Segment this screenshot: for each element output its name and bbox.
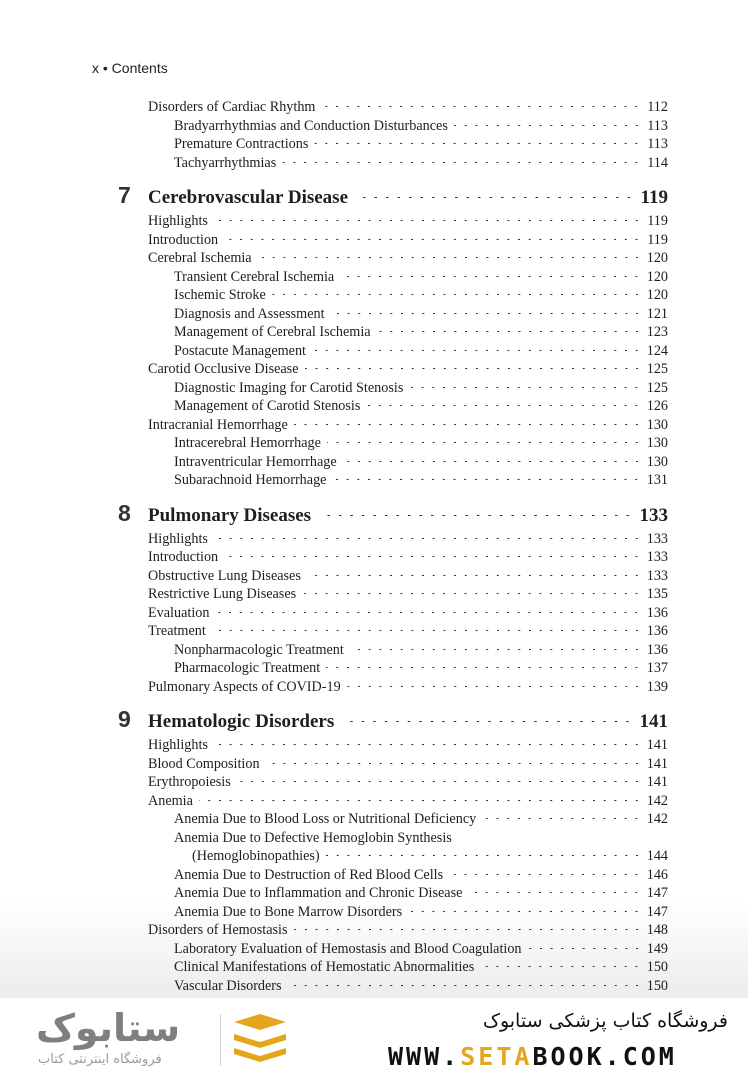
toc-entry[interactable] [96, 212, 668, 231]
toc-entry[interactable] [96, 548, 668, 567]
toc-entry[interactable] [96, 585, 668, 604]
chapter-number: 8 [118, 499, 131, 526]
toc-entry-page: 130 [646, 453, 668, 470]
dot-leader [294, 424, 642, 425]
dot-leader [312, 350, 642, 351]
dot-leader [314, 143, 642, 144]
toc-entry[interactable] [96, 940, 668, 959]
toc-entry-title: Anemia [148, 792, 193, 809]
watermark-banner [0, 998, 748, 1080]
toc-entry-title: Disorders of Hemostasis [148, 922, 288, 938]
toc-entry-page: 114 [647, 154, 668, 171]
dot-leader [377, 331, 642, 332]
chapter-heading[interactable] [96, 499, 668, 530]
dot-leader [326, 667, 642, 668]
dot-leader [408, 911, 642, 912]
toc-entry[interactable] [96, 360, 668, 379]
toc-entry-page: 119 [647, 213, 668, 229]
dot-leader [347, 686, 642, 687]
dot-leader [224, 556, 642, 557]
toc-entry-page: 141 [646, 755, 668, 772]
toc-entry[interactable] [96, 958, 668, 977]
toc-entry-title: Treatment [148, 623, 206, 639]
toc-entry-page: 121 [646, 305, 668, 322]
toc-entry[interactable] [96, 286, 668, 305]
chapter-heading[interactable] [96, 708, 668, 736]
toc-entry-title: Anemia Due to Bone Marrow Disorders [174, 903, 403, 920]
store-name: فروشگاه کتاب پزشکی ستابوک [482, 1010, 728, 1032]
dot-leader [272, 294, 642, 295]
toc-entry-title: Blood Composition [148, 755, 260, 772]
url-prefix: WWW. [388, 1042, 461, 1071]
toc-entry-title: Highlights [148, 737, 208, 753]
toc-entry[interactable] [96, 154, 668, 173]
toc-entry-page: 142 [646, 792, 668, 809]
toc-entry[interactable] [96, 416, 668, 435]
toc-entry-title: Laboratory Evaluation of Hemostasis and Blood Coagulation [174, 940, 522, 957]
toc-entry[interactable] [96, 471, 668, 490]
logo-text: ستابوک [36, 1006, 181, 1050]
toc-entry-title: Erythropoiesis [148, 774, 231, 790]
toc-entry[interactable] [96, 829, 668, 848]
toc-entry-title: Cerebral Ischemia [148, 250, 252, 266]
dot-leader [340, 276, 642, 277]
toc-entry-page: 130 [646, 435, 668, 451]
toc-entry-title: Intracerebral Hemorrhage [174, 435, 321, 451]
toc-entry-title: Pulmonary Aspects of COVID-19 [148, 678, 341, 695]
toc-entry[interactable] [96, 268, 668, 287]
store-url[interactable] [388, 1042, 677, 1071]
toc-entry[interactable] [96, 342, 668, 361]
toc-entry[interactable] [96, 773, 668, 792]
dot-leader [331, 313, 642, 314]
logo-subtitle: فروشگاه اینترنتی کتاب [38, 1052, 162, 1067]
toc-entry-page: 136 [646, 641, 668, 658]
toc-entry[interactable] [96, 810, 668, 829]
toc-entry-title: Subarachnoid Hemorrhage [174, 472, 327, 488]
dot-leader [288, 985, 642, 986]
dot-leader [327, 442, 642, 443]
dot-leader [215, 612, 642, 613]
toc-entry-title: Obstructive Lung Diseases [148, 567, 301, 584]
toc-entry[interactable] [96, 530, 668, 549]
toc-entry-page: 113 [647, 117, 668, 134]
toc-entry[interactable] [96, 792, 668, 811]
toc-entry[interactable] [96, 641, 668, 660]
toc-entry-title: Pharmacologic Treatment [174, 660, 321, 676]
dot-leader [344, 721, 633, 722]
dot-leader [358, 197, 635, 198]
toc-entry[interactable] [96, 866, 668, 885]
toc-entry[interactable] [96, 847, 668, 866]
dot-leader [214, 744, 642, 745]
toc-entry[interactable] [96, 98, 668, 117]
dot-leader [321, 515, 633, 516]
dot-leader [409, 387, 642, 388]
chapter-number: 7 [118, 182, 131, 208]
dot-leader [350, 649, 642, 650]
chapter-title: Cerebrovascular Disease [148, 187, 349, 208]
book-stack-icon [220, 1012, 290, 1068]
toc-entry-page: 139 [646, 678, 668, 695]
toc-entry-page: 133 [646, 549, 668, 565]
toc-entry[interactable] [96, 249, 668, 268]
toc-entry[interactable] [96, 117, 668, 136]
toc-entry[interactable] [96, 567, 668, 586]
dot-leader [307, 575, 642, 576]
toc-entry-title: Introduction [148, 549, 219, 565]
dot-leader [480, 966, 642, 967]
toc-entry-page: 133 [646, 567, 668, 584]
toc-entry-page: 130 [646, 416, 668, 433]
toc-entry-title: Highlights [148, 530, 208, 547]
toc-entry-title: Intracranial Hemorrhage [148, 416, 288, 433]
toc-entry[interactable] [96, 231, 668, 250]
toc-entry-page: 141 [646, 737, 668, 753]
toc-entry[interactable] [96, 323, 668, 342]
toc-entry-page: 112 [647, 99, 668, 115]
toc-entry-title: Management of Carotid Stenosis [174, 398, 361, 414]
url-accent: SETA [460, 1042, 533, 1071]
chapter-title: Hematologic Disorders [148, 711, 335, 732]
toc-entry-page: 149 [646, 940, 668, 957]
toc-entry[interactable] [96, 453, 668, 472]
toc-entry-title: Intraventricular Hemorrhage [174, 453, 337, 470]
toc-entry-title: Disorders of Cardiac Rhythm [148, 99, 316, 115]
chapter-page: 133 [639, 504, 668, 526]
toc-entry-title: Anemia Due to Destruction of Red Blood Cells [174, 866, 444, 883]
dot-leader [282, 162, 642, 163]
toc-entry[interactable] [96, 921, 668, 940]
toc-entry-page: 146 [646, 866, 668, 883]
chapter-page: 119 [640, 187, 668, 208]
url-suffix: BOOK.COM [532, 1042, 677, 1071]
dot-leader [258, 257, 642, 258]
dot-leader [326, 855, 642, 856]
toc-entry-title: Management of Cerebral Ischemia [174, 324, 371, 340]
toc-entry[interactable] [96, 622, 668, 641]
toc-entry-page: 147 [646, 885, 668, 901]
toc-entry-page: 113 [647, 136, 668, 152]
toc-entry-title: Anemia Due to Blood Loss or Nutritional Deficiency [174, 811, 477, 827]
toc-entry-page: 147 [646, 903, 668, 920]
dot-leader [212, 630, 642, 631]
toc-entry-page: 133 [646, 530, 668, 547]
chapter-title: Pulmonary Diseases [148, 504, 312, 526]
chapter-page: 141 [639, 711, 668, 732]
toc-entry-title: Anemia Due to Defective Hemoglobin Synthesis [174, 829, 452, 846]
dot-leader [294, 929, 643, 930]
toc-entry[interactable] [96, 678, 668, 697]
toc-entry-page: 120 [646, 250, 668, 266]
toc-entry-title: Tachyarrhythmias [174, 154, 277, 171]
toc-entry[interactable] [96, 659, 668, 678]
toc-entry-page: 142 [646, 811, 668, 827]
toc-entry-title: Postacute Management [174, 342, 306, 359]
toc-entry-title: Premature Contractions [174, 136, 309, 152]
toc-entry-title: Introduction [148, 231, 219, 248]
toc-entry-title: Diagnosis and Assessment [174, 305, 325, 322]
toc-entry-page: 144 [646, 848, 668, 864]
toc-entry-page: 125 [646, 379, 668, 396]
dot-leader [449, 874, 642, 875]
toc-entry-page: 135 [646, 586, 668, 602]
dot-leader [528, 948, 642, 949]
toc-entry-page: 141 [646, 774, 668, 790]
toc-entry-page: 119 [647, 231, 668, 248]
dot-leader [266, 763, 642, 764]
toc-entry-page: 136 [646, 604, 668, 621]
dot-leader [366, 405, 642, 406]
toc-entry-title: Restrictive Lung Diseases [148, 586, 297, 602]
toc-entry-title: Highlights [148, 213, 208, 229]
dot-leader [482, 818, 642, 819]
dot-leader [332, 479, 642, 480]
toc-entry-title: Clinical Manifestations of Hemostatic Abnormalities [174, 959, 475, 975]
toc-entry-page: 126 [646, 398, 668, 414]
dot-leader [305, 368, 643, 369]
dot-leader [454, 125, 642, 126]
toc-entry-page: 150 [646, 959, 668, 975]
dot-leader [237, 781, 642, 782]
toc-entry-page: 125 [646, 361, 668, 377]
toc-entry-page: 137 [646, 660, 668, 676]
dot-leader [343, 461, 642, 462]
toc-entry-title: Bradyarrhythmias and Conduction Disturbances [174, 117, 448, 134]
toc-entry[interactable] [96, 379, 668, 398]
toc-entry-title: (Hemoglobinopathies) [192, 848, 320, 864]
toc-entry-page: 120 [646, 287, 668, 303]
toc-entry-title: Vascular Disorders [174, 977, 282, 994]
toc-entry[interactable] [96, 604, 668, 623]
toc-entry-page: 131 [646, 472, 668, 488]
toc-entry-title: Diagnostic Imaging for Carotid Stenosis [174, 379, 404, 396]
dot-leader [302, 593, 642, 594]
toc-entry-page: 150 [646, 977, 668, 994]
dot-leader [214, 220, 642, 221]
running-head: x • Contents [92, 60, 168, 76]
toc-entry-title: Nonpharmacologic Treatment [174, 641, 344, 658]
toc-entry[interactable] [96, 903, 668, 922]
chapter-number: 9 [118, 706, 131, 732]
toc-entry[interactable] [96, 434, 668, 453]
toc-entry-title: Evaluation [148, 604, 210, 621]
toc-entry-page: 124 [646, 342, 668, 359]
toc-entry[interactable] [96, 397, 668, 416]
toc-entry[interactable] [96, 755, 668, 774]
toc-entry[interactable] [96, 736, 668, 755]
toc-entry-page: 120 [646, 268, 668, 285]
dot-leader [224, 239, 642, 240]
table-of-contents [96, 98, 668, 995]
toc-entry-page: 148 [646, 922, 668, 938]
toc-entry[interactable] [96, 305, 668, 324]
toc-entry-title: Ischemic Stroke [174, 287, 266, 303]
dot-leader [214, 538, 642, 539]
toc-entry-title: Transient Cerebral Ischemia [174, 268, 335, 285]
toc-entry-title: Carotid Occlusive Disease [148, 361, 299, 377]
toc-entry[interactable] [96, 135, 668, 154]
toc-entry-title: Anemia Due to Inflammation and Chronic Disease [174, 885, 463, 901]
toc-entry-page: 123 [646, 324, 668, 340]
toc-entry[interactable] [96, 884, 668, 903]
toc-entry[interactable] [96, 977, 668, 996]
dot-leader [468, 892, 642, 893]
dot-leader [321, 106, 642, 107]
dot-leader [199, 800, 642, 801]
chapter-heading[interactable] [96, 184, 668, 212]
toc-entry-page: 136 [646, 623, 668, 639]
